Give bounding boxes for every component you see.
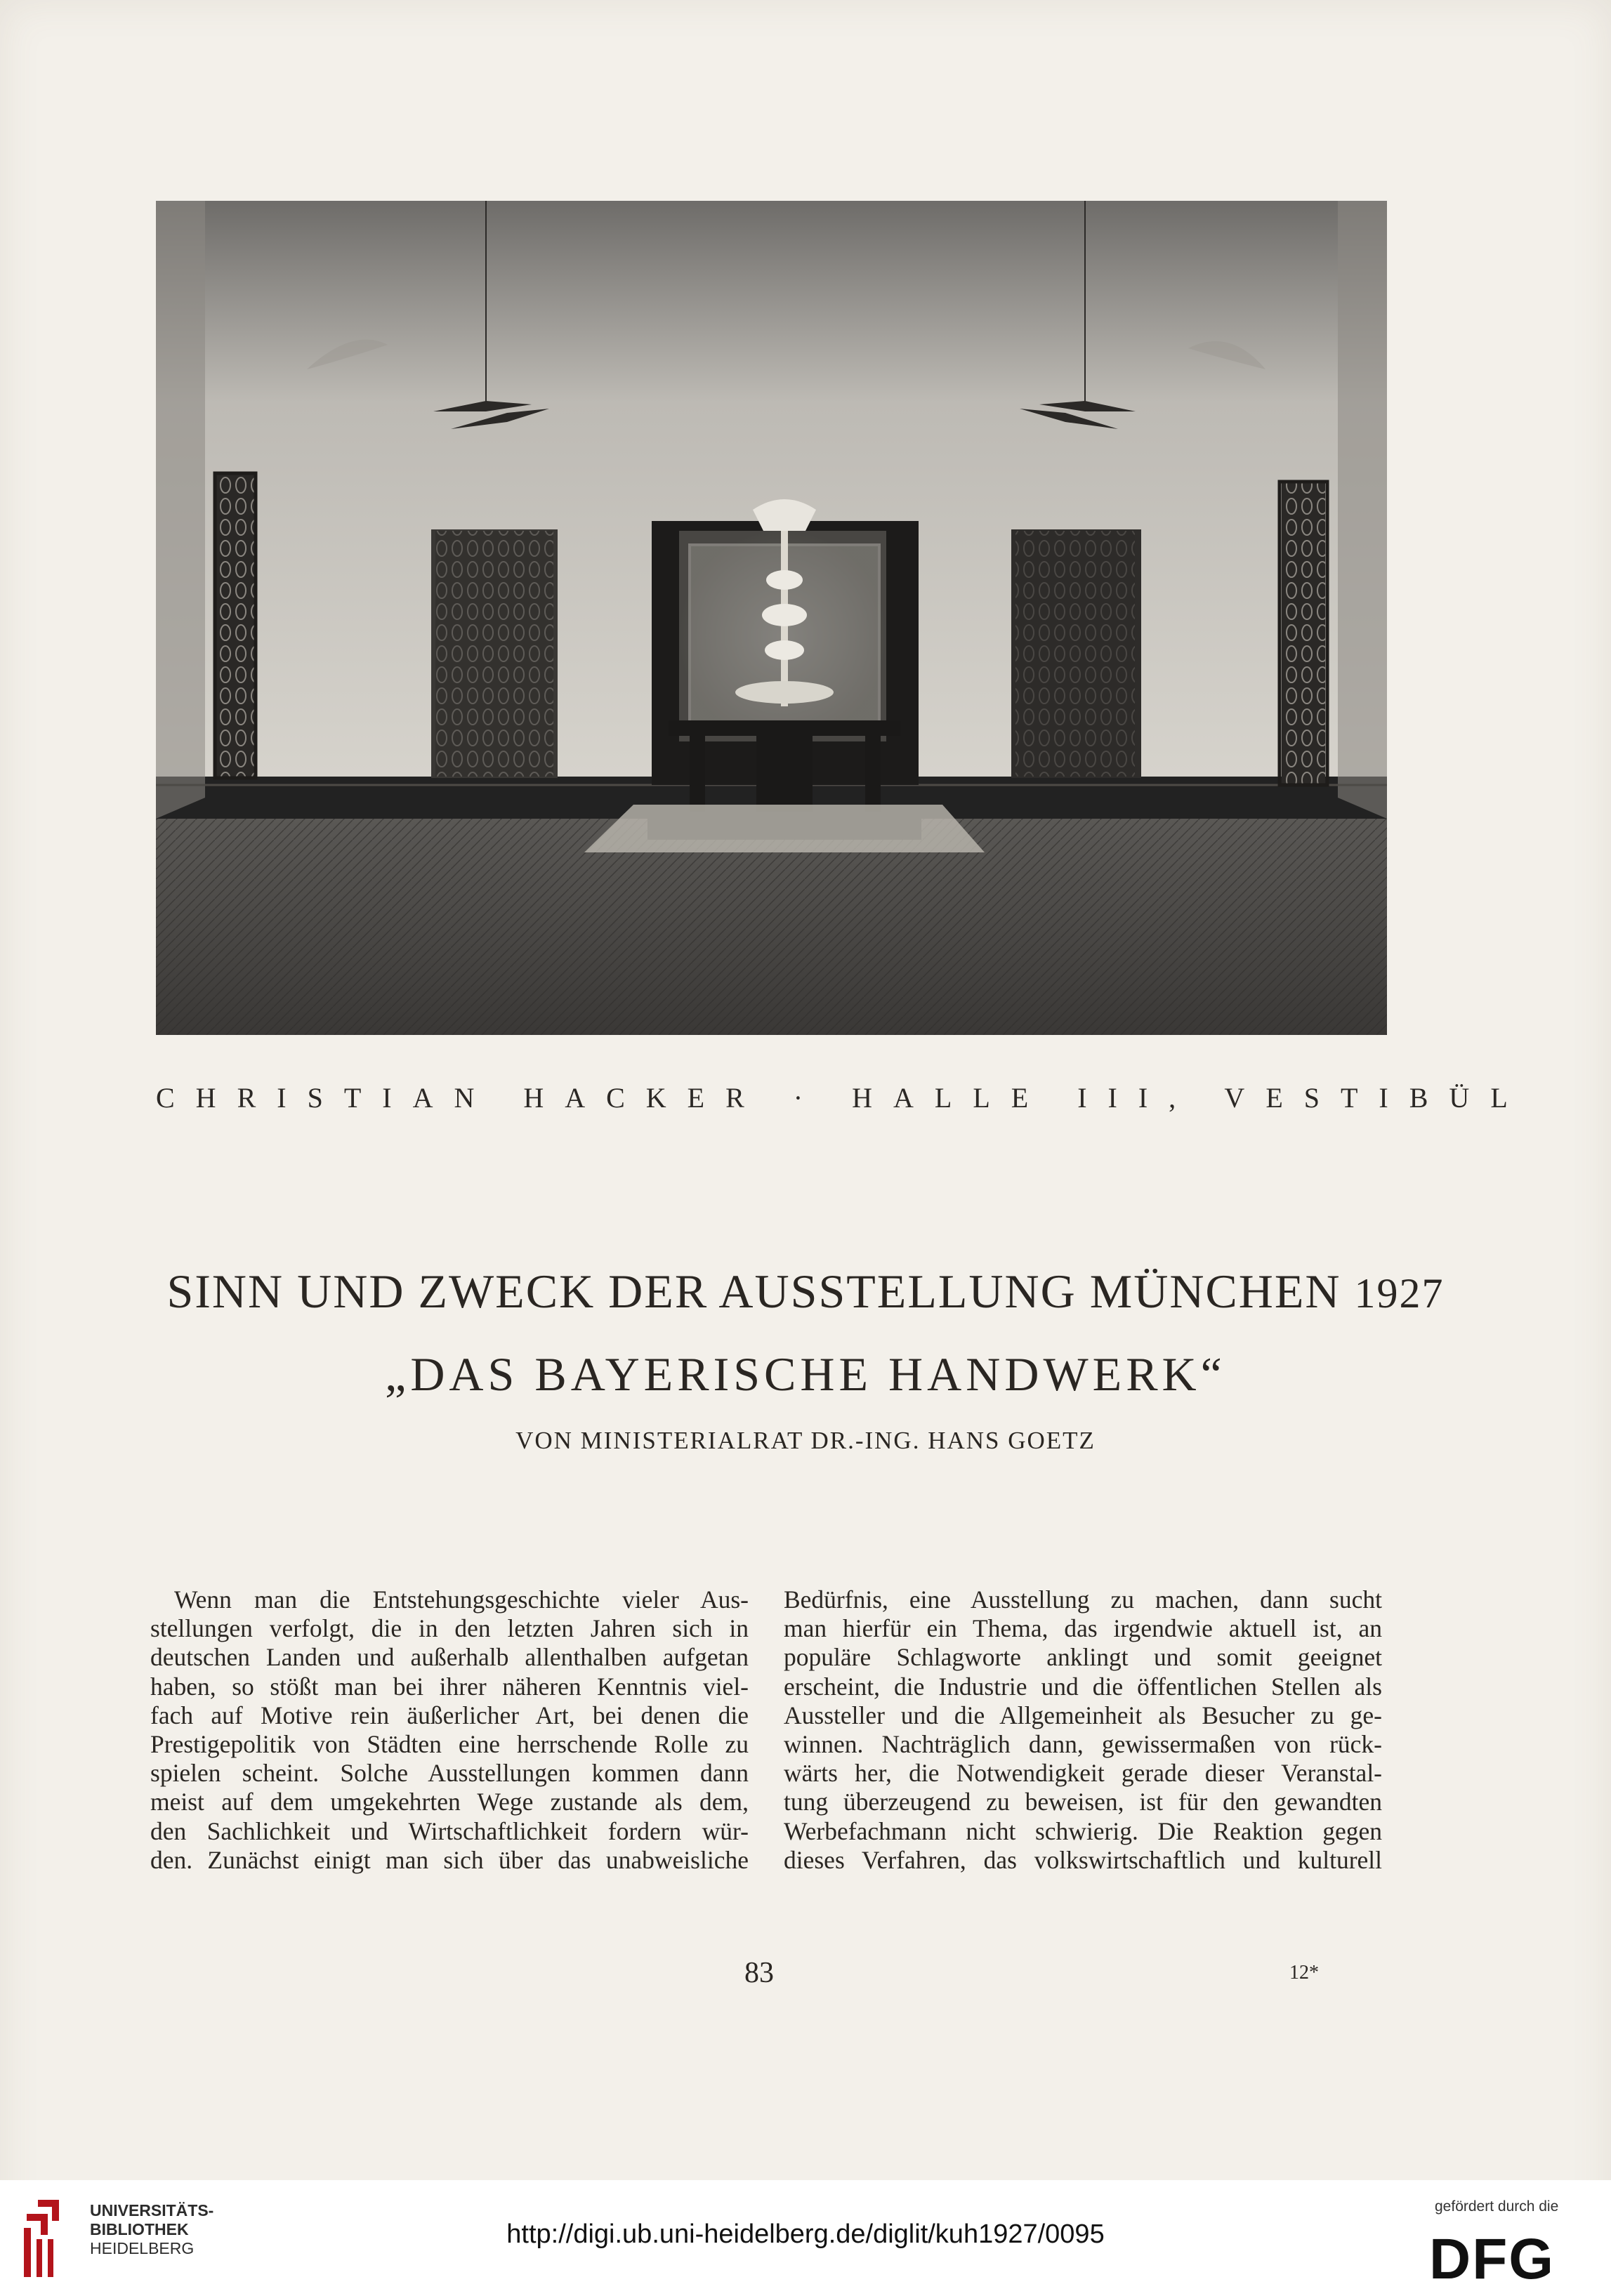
body-line: Prestigepolitik von Städten eine herrschende Rolle zu — [150, 1729, 749, 1758]
body-line: spielen scheint. Solche Ausstellungen kommen dann — [150, 1759, 749, 1788]
article-subtitle: „DAS BAYERISCHE HANDWERK“ — [385, 1347, 1226, 1401]
dfg-logo: DFG — [1429, 2227, 1556, 2291]
page-number: 83 — [744, 1957, 774, 1989]
body-line: wärts her, die Notwendigkeit gerade dieser Veranstal- — [784, 1759, 1382, 1788]
author-byline: VON MINISTERIALRAT DR.-ING. HANS GOETZ — [515, 1427, 1096, 1454]
right-grille-door — [1282, 483, 1325, 784]
body-line: meist auf dem umgekehrten Wege zustande als dem, — [150, 1788, 749, 1816]
permalink[interactable]: http://digi.ub.uni-heidelberg.de/diglit/kuh1927/0095 — [506, 2219, 1105, 2249]
body-column-right — [784, 1585, 1382, 1875]
digitization-footer — [0, 2180, 1611, 2296]
body-column-left — [150, 1585, 749, 1875]
body-line: Wenn man die Entstehungsgeschichte vieler Aus- — [174, 1585, 749, 1614]
body-line: Werbefachmann nicht schwierig. Die Reaktion gegen — [784, 1816, 1382, 1845]
body-line: winnen. Nachträglich dann, gewissermaßen von rück- — [784, 1729, 1382, 1758]
body-line: stellungen verfolgt, die in den letzten Jahren sich in — [150, 1614, 749, 1643]
signature-mark: 12* — [1289, 1962, 1319, 1984]
article-title — [0, 1264, 1611, 1319]
body-line: den. Zunächst einigt man sich über das unabweisliche — [150, 1845, 749, 1874]
library-line2: BIBLIOTHEK — [90, 2220, 189, 2238]
body-line: Bedürfnis, eine Ausstellung zu machen, dann sucht — [784, 1585, 1382, 1614]
title-line1: SINN UND ZWECK DER AUSSTELLUNG MÜNCHEN — [166, 1265, 1341, 1318]
body-line: populäre Schlagworte anklingt und somit geeignet — [784, 1643, 1382, 1672]
body-line: tung überzeugend zu beweisen, ist für den gewandten — [784, 1788, 1382, 1816]
title-year: 1927 — [1354, 1270, 1445, 1317]
display-table — [669, 720, 900, 736]
body-line: man hierfür ein Thema, das irgendwie aktuell ist, an — [784, 1614, 1382, 1643]
photo-caption: CHRISTIAN HACKER · HALLE III, VESTIBÜL — [156, 1082, 1529, 1114]
body-line: deutschen Landen und außerhalb allenthalben aufgetan — [150, 1643, 749, 1672]
body-line: haben, so stößt man bei ihrer näheren Kenntnis viel- — [150, 1672, 749, 1701]
body-line: erscheint, die Industrie und die öffentlichen Stellen als — [784, 1672, 1382, 1701]
funding-note: gefördert durch die — [1435, 2198, 1559, 2215]
left-grille-door — [216, 475, 254, 777]
exhibition-hall-photo — [156, 201, 1387, 1035]
body-line: den Sachlichkeit und Wirtschaftlichkeit fordern wür- — [150, 1816, 749, 1845]
body-line: dieses Verfahren, das volkswirtschaftlich und kulturell — [784, 1845, 1382, 1874]
body-line: Aussteller und die Allgemeinheit als Besucher zu ge- — [784, 1701, 1382, 1729]
body-line: fach auf Motive rein äußerlicher Art, bei denen die — [150, 1701, 749, 1729]
hall-illustration — [156, 201, 1387, 1035]
library-line1: UNIVERSITÄTS- — [90, 2201, 214, 2219]
library-line3: HEIDELBERG — [90, 2239, 195, 2257]
